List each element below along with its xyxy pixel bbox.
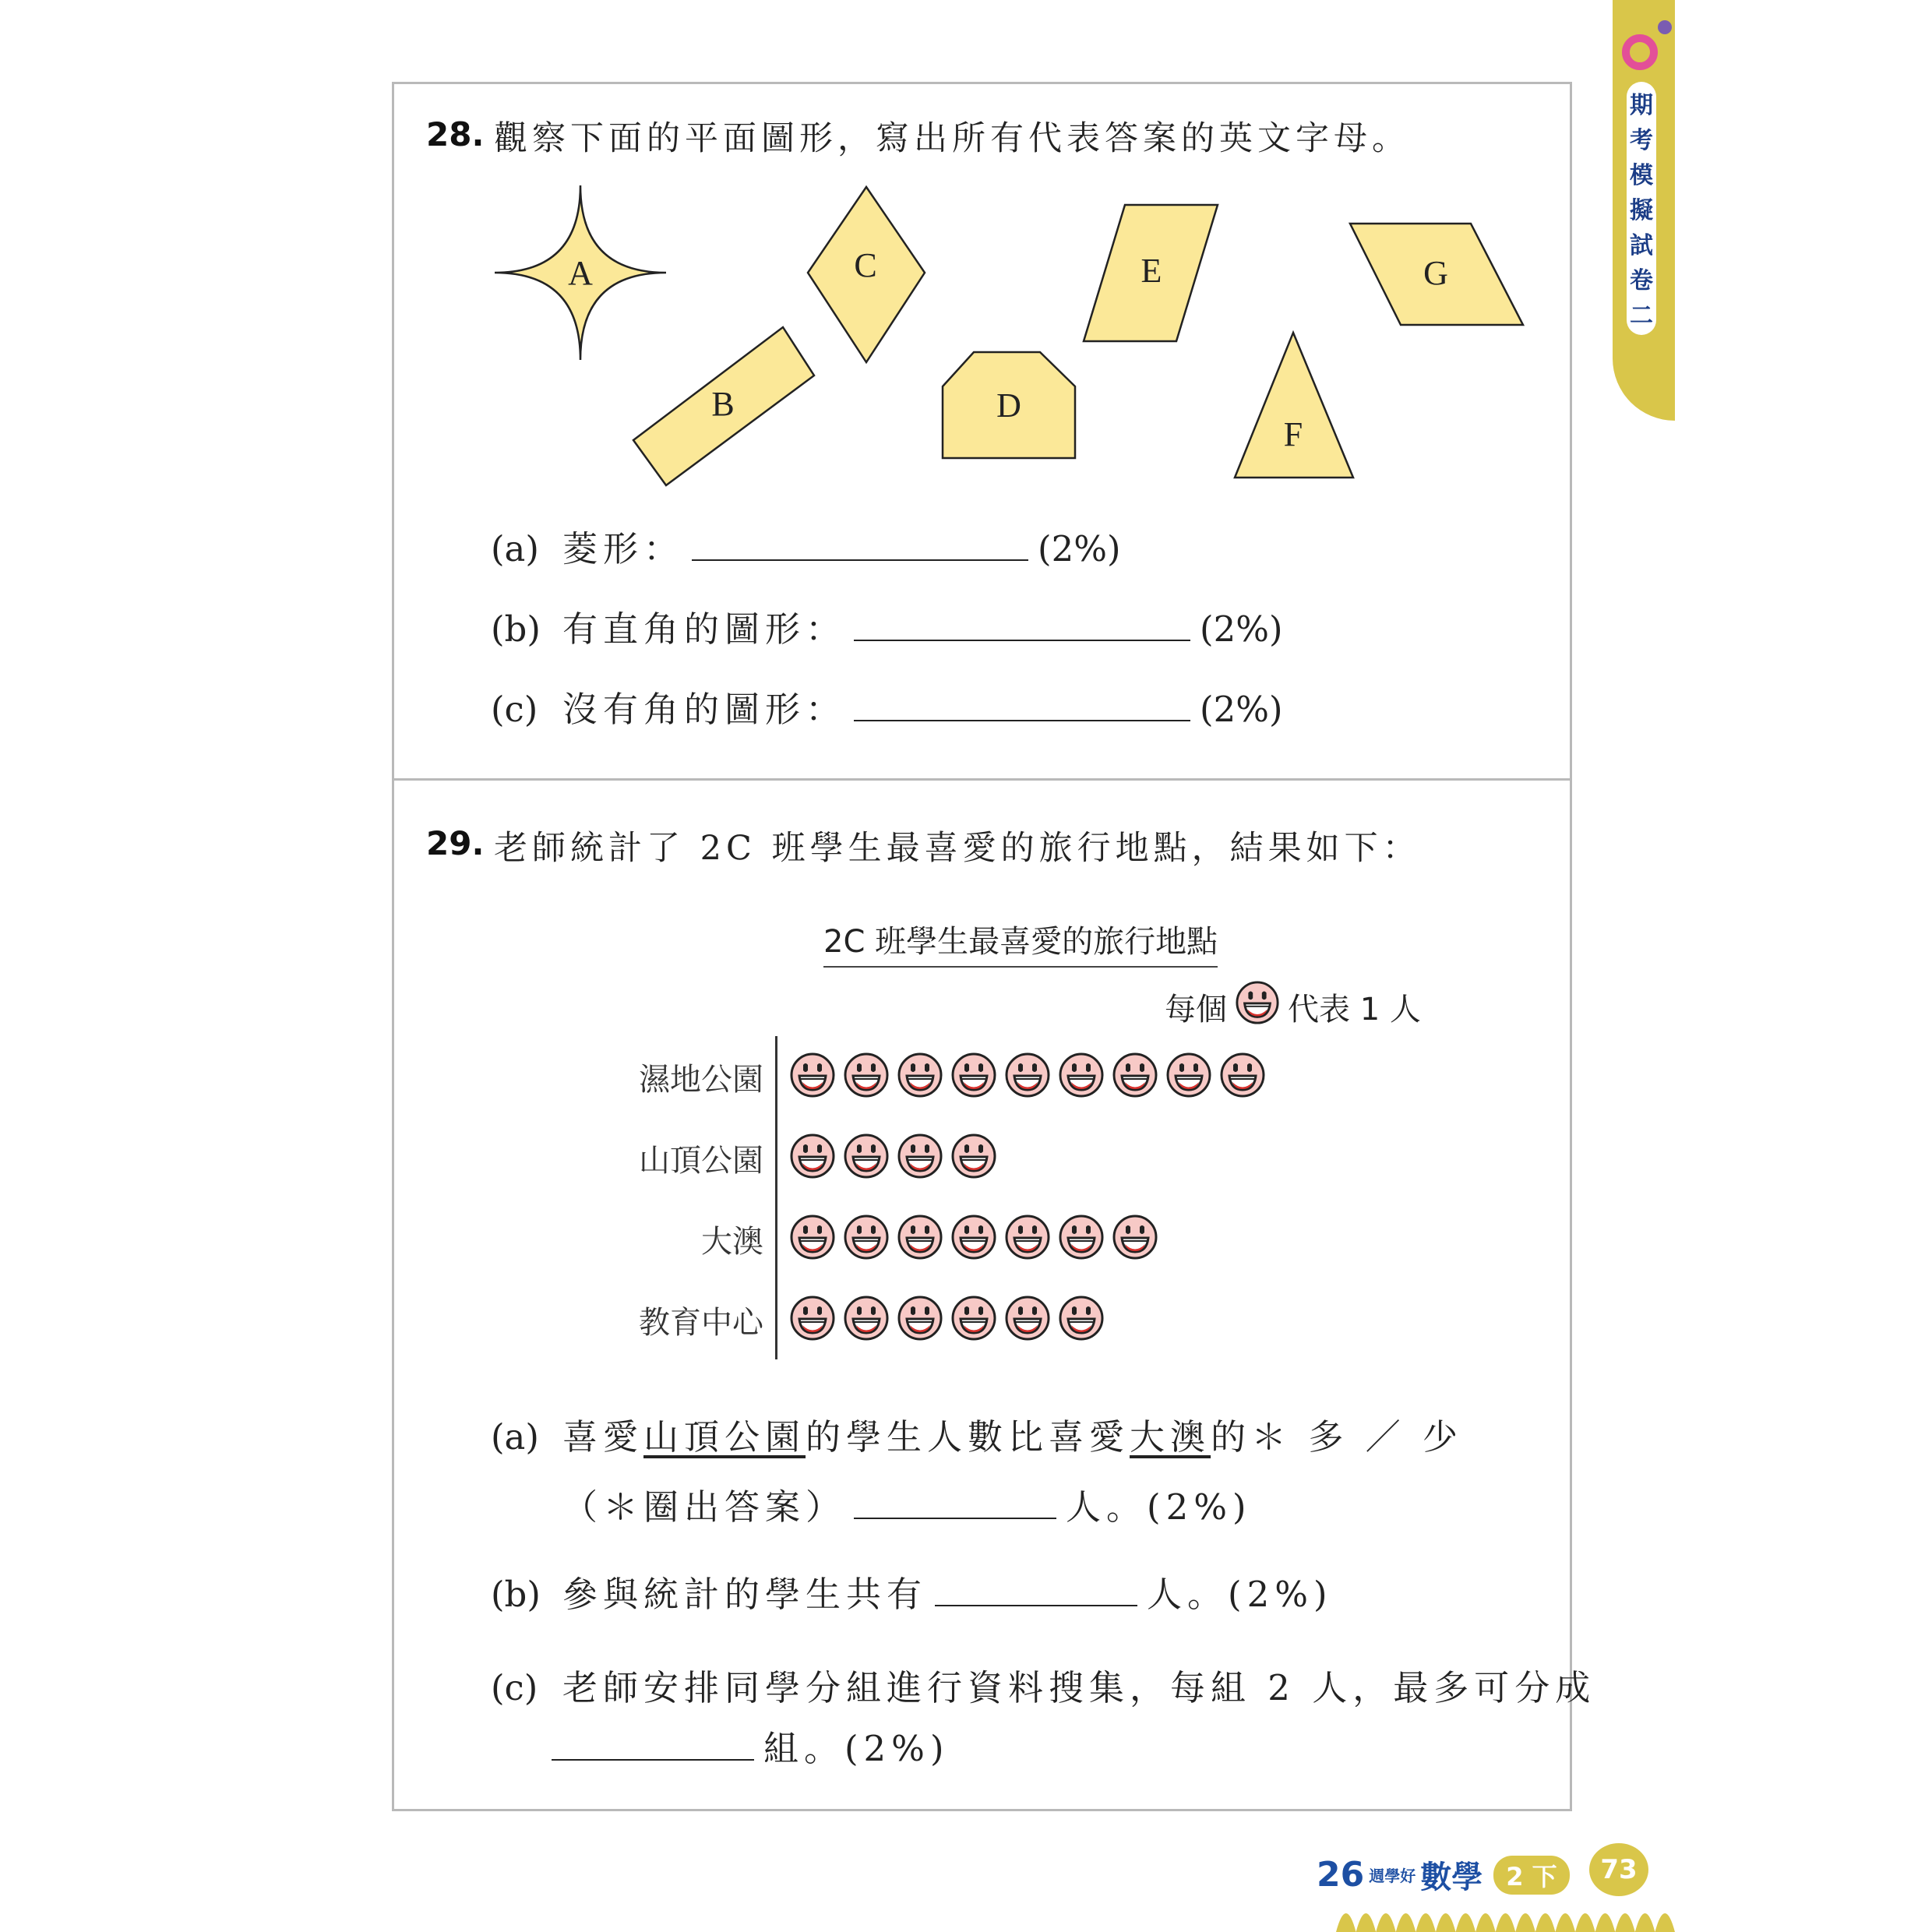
brand-subject: 數學 bbox=[1420, 1860, 1483, 1895]
answer-blank[interactable] bbox=[692, 559, 1028, 561]
q28-part-a bbox=[491, 520, 1121, 571]
shape-label: G bbox=[1423, 254, 1448, 292]
legend-suffix: 代表 1 人 bbox=[1288, 991, 1421, 1028]
part-text: 參與統計的學生共有 bbox=[562, 1574, 928, 1615]
smiley-icon bbox=[1235, 980, 1280, 1025]
category-label: 山頂公園 bbox=[639, 1143, 763, 1179]
part-text: 喜愛 bbox=[562, 1416, 644, 1458]
pictogram-row bbox=[789, 1295, 1105, 1341]
footer-brand bbox=[1317, 1853, 1570, 1897]
brand-number: 26 bbox=[1317, 1855, 1365, 1895]
smiley-icon bbox=[789, 1214, 836, 1260]
shape-label: F bbox=[1283, 415, 1303, 453]
more-less-choice[interactable]: 的＊ 多 ／ 少 bbox=[1211, 1416, 1463, 1458]
smiley-icon bbox=[950, 1052, 997, 1098]
smiley-icon bbox=[897, 1052, 943, 1098]
side-tab-char: 二 bbox=[1630, 302, 1653, 330]
smiley-icon bbox=[1235, 980, 1280, 1033]
part-unit: 人。(2%) bbox=[1147, 1574, 1333, 1615]
instruction-note: （＊圈出答案） bbox=[562, 1486, 847, 1528]
part-marks: (2%) bbox=[1038, 528, 1121, 569]
shape-label: D bbox=[996, 386, 1021, 425]
shape-F bbox=[1235, 333, 1353, 478]
smiley-icon bbox=[1219, 1052, 1266, 1098]
shape-label: C bbox=[854, 246, 877, 284]
smiley-icon bbox=[897, 1133, 943, 1179]
side-tab-char: 考 bbox=[1630, 127, 1653, 154]
pictogram-row bbox=[789, 1214, 1158, 1260]
part-unit: 人。(2%) bbox=[1066, 1486, 1252, 1528]
smiley-icon bbox=[950, 1133, 997, 1179]
smiley-icon bbox=[950, 1214, 997, 1260]
page-number: 73 bbox=[1589, 1843, 1648, 1896]
question-prompt: 老師統計了 2C 班學生最喜愛的旅行地點，結果如下： bbox=[494, 829, 1421, 868]
smiley-icon bbox=[789, 1295, 836, 1341]
part-label: (a) bbox=[491, 1416, 539, 1458]
shape-label: E bbox=[1141, 252, 1162, 290]
place-name: 大澳 bbox=[1130, 1416, 1211, 1458]
smiley-icon bbox=[789, 1052, 836, 1098]
chart-title: 2C 班學生最喜愛的旅行地點 bbox=[823, 917, 1218, 968]
shapes-figure bbox=[0, 0, 1932, 545]
q28-part-c bbox=[491, 681, 1283, 732]
question-number: 28. bbox=[426, 115, 485, 153]
part-text: 有直角的圖形： bbox=[562, 608, 847, 650]
answer-blank[interactable] bbox=[854, 1517, 1056, 1519]
answer-blank[interactable] bbox=[552, 1758, 754, 1761]
category-label: 教育中心 bbox=[639, 1305, 763, 1341]
part-text: 菱形： bbox=[562, 528, 685, 569]
side-tab-char: 試 bbox=[1630, 232, 1653, 259]
part-label: (a) bbox=[491, 528, 539, 569]
smiley-icon bbox=[1058, 1295, 1105, 1341]
q28-part-b bbox=[491, 601, 1283, 651]
side-tab-char: 期 bbox=[1630, 92, 1653, 119]
part-label: (c) bbox=[491, 1667, 538, 1708]
grade-badge: 2 下 bbox=[1493, 1856, 1569, 1895]
part-marks: (2%) bbox=[1200, 608, 1283, 650]
smiley-icon bbox=[1112, 1214, 1158, 1260]
side-tab-char: 卷 bbox=[1630, 267, 1653, 294]
shape-label: B bbox=[711, 385, 735, 423]
question-number: 29. bbox=[426, 824, 485, 862]
smiley-icon bbox=[789, 1133, 836, 1179]
smiley-icon bbox=[1004, 1295, 1051, 1341]
part-unit: 組。(2%) bbox=[763, 1728, 950, 1769]
category-label: 大澳 bbox=[701, 1224, 763, 1260]
smiley-icon bbox=[843, 1133, 890, 1179]
smiley-icon bbox=[843, 1052, 890, 1098]
pictogram-row bbox=[789, 1052, 1266, 1098]
part-label: (b) bbox=[491, 608, 541, 650]
q29-part-a-line1 bbox=[491, 1408, 1463, 1459]
part-text: 的學生人數比喜愛 bbox=[806, 1416, 1130, 1458]
q29-part-a-line2 bbox=[562, 1479, 1252, 1529]
answer-blank[interactable] bbox=[854, 639, 1190, 641]
legend-prefix: 每個 bbox=[1165, 991, 1227, 1028]
smiley-icon bbox=[1112, 1052, 1158, 1098]
category-label: 濕地公園 bbox=[639, 1062, 763, 1098]
q29-part-c-line1 bbox=[491, 1659, 1595, 1710]
smiley-icon bbox=[1058, 1052, 1105, 1098]
chart-axis bbox=[775, 1036, 777, 1359]
part-label: (c) bbox=[491, 689, 538, 730]
part-marks: (2%) bbox=[1200, 689, 1283, 730]
smiley-icon bbox=[1058, 1214, 1105, 1260]
smiley-icon bbox=[843, 1214, 890, 1260]
side-tab-char: 模 bbox=[1630, 162, 1653, 189]
footer-wave-decoration bbox=[1336, 1901, 1675, 1932]
chart-legend bbox=[1165, 980, 1421, 1033]
answer-blank[interactable] bbox=[935, 1604, 1137, 1606]
part-text: 沒有角的圖形： bbox=[562, 689, 847, 730]
smiley-icon bbox=[897, 1214, 943, 1260]
smiley-icon bbox=[897, 1295, 943, 1341]
part-text: 老師安排同學分組進行資料搜集，每組 2 人，最多可分成 bbox=[562, 1667, 1596, 1708]
brand-tagline: 週學好 bbox=[1369, 1867, 1416, 1885]
shape-label: A bbox=[568, 254, 593, 292]
q29-part-c-line2 bbox=[552, 1720, 950, 1771]
side-tab-char: 擬 bbox=[1630, 197, 1653, 224]
q29-part-b bbox=[491, 1566, 1333, 1616]
smiley-icon bbox=[1004, 1214, 1051, 1260]
smiley-icon bbox=[950, 1295, 997, 1341]
smiley-icon bbox=[1165, 1052, 1212, 1098]
question-prompt: 觀察下面的平面圖形，寫出所有代表答案的英文字母。 bbox=[494, 119, 1410, 158]
smiley-icon bbox=[843, 1295, 890, 1341]
part-label: (b) bbox=[491, 1574, 541, 1615]
smiley-icon bbox=[1004, 1052, 1051, 1098]
answer-blank[interactable] bbox=[854, 719, 1190, 721]
pictogram-row bbox=[789, 1133, 997, 1179]
place-name: 山頂公園 bbox=[643, 1416, 806, 1458]
